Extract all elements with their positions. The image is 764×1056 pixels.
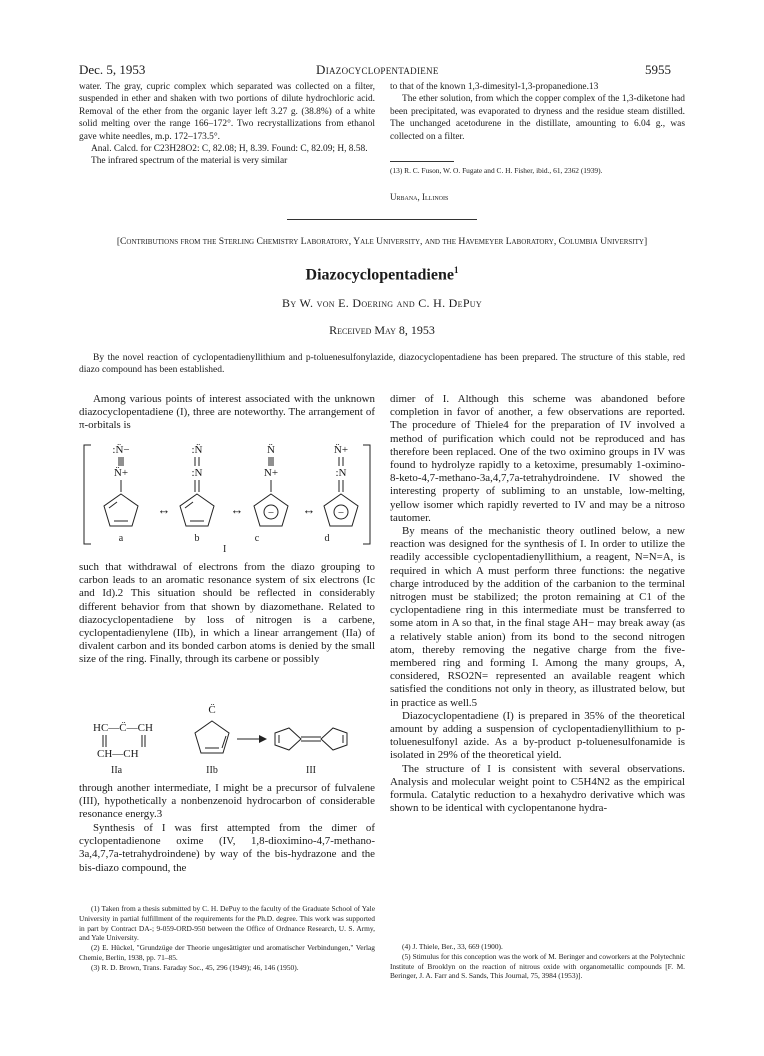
structure-I-label: I — [223, 544, 227, 555]
structure-letter: b — [194, 533, 200, 544]
right-bracket — [363, 445, 370, 544]
iia-bottom: CH—CH — [97, 748, 139, 760]
structure-I-diagram — [79, 440, 375, 552]
prev-paragraph: The ether solution, from which the copper complex of the 1,3-diketone had been precipitated, was evaporated to dryness and the residue steam distilled. The unchanged acetodurene in the distillate, amounting to 6.04 g., was collected on a filter. — [390, 94, 685, 142]
footnotes-right — [390, 942, 685, 981]
left-col-para1-cont: such that withdrawal of electrons from the diazo grouping to carbon leads to an aromatic resonance system of six electrons (Ic and Id).2 This situation should be reflected in considerably different behavior from that shown by diazomethane. Related to diazocyclopentadiene by loss of nitrogen is a carbene, cyclopentadienylene (IIb), in which a linear arrangement (IIa) of divalent carbon and its bonded carbon atoms is denied by the small size of the ring. Finally, through its carbene or possibly — [79, 561, 375, 666]
ring-double-bond — [185, 502, 193, 508]
header-date: Dec. 5, 1953 — [79, 62, 146, 77]
left-col-para1-end: through another intermediate, I might be a precursor of fulvalene (III), hypothetically a nonbenzenoid hydrocarbon of considerable resonance energy.3 — [79, 782, 375, 821]
resonance-arrow: ↔ — [302, 502, 316, 517]
resonance-structure-c — [254, 444, 288, 544]
structure-letter: a — [118, 533, 124, 544]
mid-label: N+ — [263, 467, 279, 479]
top-label: N̈+ — [333, 444, 349, 456]
structure-letter: c — [254, 533, 260, 544]
mid-label: :N — [191, 467, 203, 479]
prev-footnote: (13) R. C. Fuson, W. O. Fugate and C. H. Fisher, ibid., 61, 2362 (1939). — [390, 166, 603, 175]
reaction-arrow — [237, 735, 267, 743]
abstract: By the novel reaction of cyclopentadienyllithium and p-toluenesulfonylazide, diazocyclopentadiene has been prepared. The structure of this stable, red diazo compound has been established. — [79, 353, 685, 376]
structure-II-diagram — [79, 697, 375, 777]
prev-location: Urbana, Illinois — [390, 192, 449, 202]
footnote-5: (5) Stimulus for this conception was the work of M. Beringer and coworkers at the Polytechnic Institute of Brooklyn on the reaction of nitrous oxide with organometallic compounds [F. M. Beringer, J. A. Farr and S. Sands, This Journal, 75, 3984 (1953)]. — [390, 951, 685, 981]
prev-paragraph: The infrared spectrum of the material is very similar — [91, 156, 288, 167]
footnote-rule — [390, 161, 454, 162]
carbene-label: C̈ — [208, 704, 216, 716]
article-title — [60, 265, 704, 284]
prev-analysis: Anal. Calcd. for C23H28O2: C, 82.08; H, 8.39. Found: C, 82.09; H, 8.58. — [91, 144, 368, 155]
right-para-1: dimer of I. Although this scheme was abandoned before completion in favor of another, a few observations are reported. The procedure of Thiele4 for the preparation of IV involved a method of purification which could not be reproduced and has therefore been replaced. One of the two oximino groups in IV was found to hydrolyze rapidly to a ketoxime, presumably 1-oximino-8-keto-4,7-methano-3a,4,7,7a-tetrahydroindene. IV showed the interesting property of subliming to an unstable, low-melting, yellow isomer which rapidly reverted to IV and may be a nitroso tautomer. — [390, 393, 685, 524]
right-para-2: By means of the mechanistic theory outlined below, a new reaction was designed for the synthesis of I. In order to utilize the readily accessible cyclopentadienyllithium, a reagent, N=N=A, is required in which A must perform three functions: the negative charge introduced by the addition of the carbanion to the terminal nitrogen must be stabilized; the proton remaining at C1 of the cyclopentadiene ring in this intermediate must be transferred to some atom in A so that, in the final stage AH− may break away (as a relatively stable anion) from its bond to the second nitrogen atom, thereby removing the negative charge from the five-membered ring and forming I. Among the many groups, A, considered, RSO2N= represented an available reagent which satisfied the conditions not only in theory, as illustrated below, but in practice as well.5 — [390, 525, 685, 709]
prev-article-left — [79, 81, 375, 168]
article-title-text: Diazocyclopentadiene — [305, 266, 454, 284]
resonance-structure-d — [324, 444, 358, 544]
top-label: :N̈− — [112, 444, 130, 456]
top-label: N̈ — [267, 444, 275, 456]
received-date: Received May 8, 1953 — [329, 323, 435, 337]
left-col-para2: Synthesis of I was first attempted from the dimer of cyclopentadienone oxime (IV, 1,8-dioximino-4,7-methano-3a,4,7,7a-tetrahydroindene) by way of the bis-hydrazone and the bis-diazo compound, the — [79, 822, 375, 874]
minus-sign: − — [267, 507, 275, 519]
section-rule — [287, 219, 477, 220]
iia-label: IIa — [111, 765, 123, 776]
mid-label: :N — [335, 467, 347, 479]
resonance-arrow: ↔ — [157, 502, 171, 517]
contributions-line: [Contributions from the Sterling Chemistry Laboratory, Yale University, and the Havemeyer Laboratory, Columbia University] — [116, 236, 648, 247]
left-bracket — [84, 445, 91, 544]
iia-top: HC—C̈—CH — [93, 722, 153, 734]
footnotes-left — [79, 904, 375, 973]
resonance-structure-b — [180, 444, 214, 544]
mid-label: N̈+ — [113, 467, 129, 479]
top-label: :N̈ — [191, 444, 203, 456]
resonance-structure-a — [104, 444, 138, 544]
structure-letter: d — [324, 533, 330, 544]
prev-paragraph: water. The gray, cupric complex which separated was collected on a filter, suspended in ether and shaken with two portions of dilute hydrochloric acid. Removal of the ether from the organic layer left 3.27 g. (38.8%) of a white solid melting over the range 166–172°. Two recrystallizations from ethanol gave white needles, m.p. 172–173.5°. — [79, 82, 375, 142]
resonance-arrow: ↔ — [230, 502, 244, 517]
structure-IIa — [93, 722, 153, 776]
minus-sign: − — [337, 507, 345, 519]
authors: By W. von E. Doering and C. H. DePuy — [282, 296, 482, 310]
iib-label: IIb — [206, 765, 218, 776]
left-col-intro: Among various points of interest associated with the unknown diazocyclopentadiene (I), three are noteworthy. The arrangement of π-orbitals is — [79, 393, 375, 432]
running-title: Diazocyclopentadiene — [316, 62, 439, 77]
title-footnote-mark: 1 — [453, 265, 459, 275]
footnote-4: (4) J. Thiele, Ber., 33, 669 (1900). — [402, 942, 503, 951]
prev-paragraph: to that of the known 1,3-dimesityl-1,3-propanedione.13 — [390, 82, 599, 92]
structure-III — [275, 728, 347, 776]
ring-double-bond — [109, 502, 117, 508]
right-para-4: The structure of I is consistent with several observations. Analysis and molecular weight point to C5H4N2 as the empirical formula. Catalytic reduction to a hexahydro derivative which was shown to be identical with cyclopentanone hydra- — [390, 762, 685, 815]
structure-IIb — [195, 704, 229, 776]
footnote-1: (1) Taken from a thesis submitted by C. H. DePuy to the faculty of the Graduate School of Yale University in partial fulfillment of the requirements for the Ph.D. degree. This work was supported in part by Contract DA-; 9-059-ORD-950 between the Office of Ordnance Research, U. S. Army, and Yale University. — [79, 904, 375, 943]
prev-article-right — [390, 81, 685, 143]
footnote-3: (3) R. D. Brown, Trans. Faraday Soc., 45, 296 (1949); 46, 146 (1950). — [91, 962, 299, 972]
iii-label: III — [306, 765, 316, 776]
right-para-3: Diazocyclopentadiene (I) is prepared in 35% of the theoretical amount by adding a suspension of cyclopentadienyllithium to p-toluenesulfonyl azide. As a by-product p-toluenesulfonamide is isolated in 29% of the theoretical yield. — [390, 709, 685, 762]
footnote-2: (2) E. Hückel, "Grundzüge der Theorie ungesättigter und aromatischer Verbindungen," Verlag Chemie, Berlin, 1938, pp. 71–85. — [79, 943, 375, 962]
page-number: 5955 — [645, 62, 671, 77]
right-column-body — [390, 393, 685, 816]
